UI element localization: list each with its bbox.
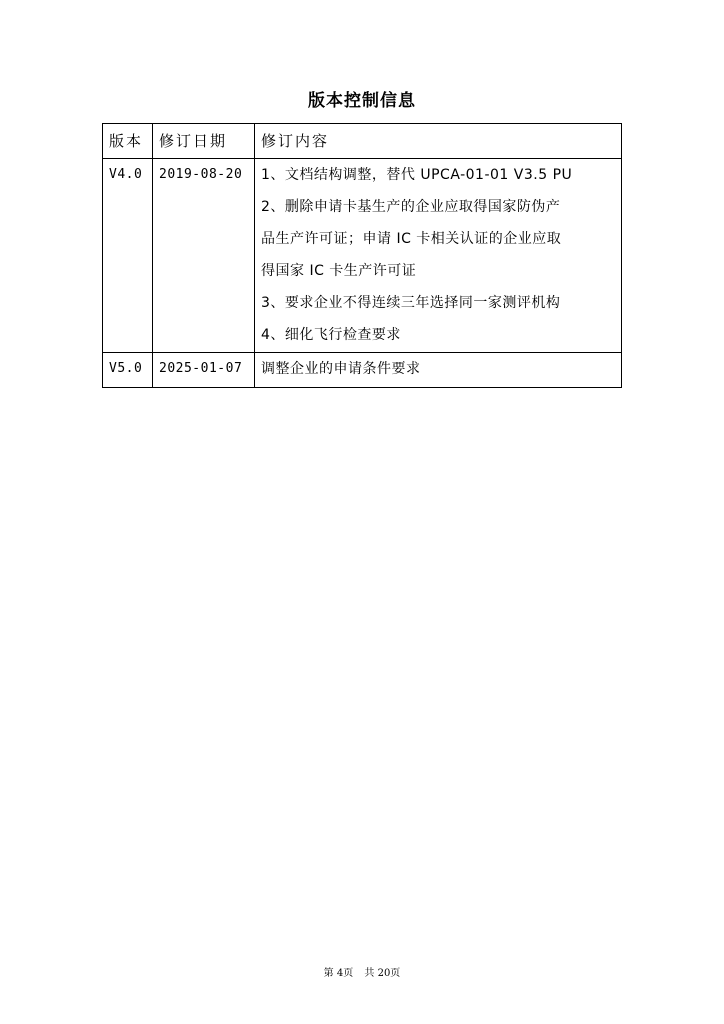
content-cell <box>255 353 622 388</box>
content-cell <box>255 159 622 353</box>
content-line: 调整企业的申请条件要求 <box>261 361 421 377</box>
header-revision-content: 修订内容 <box>255 124 622 159</box>
table-row <box>103 353 622 388</box>
page-number: 第 4页 <box>323 968 354 979</box>
version-control-table <box>102 123 622 388</box>
content-line: 1、文档结构调整，替代 UPCA-01-01 V3.5 PU <box>261 167 573 183</box>
header-revision-date: 修订日期 <box>153 124 255 159</box>
page-footer <box>0 964 724 979</box>
page-total: 共 20页 <box>364 968 401 979</box>
content-line: 3、要求企业不得连续三年选择同一家测评机构 <box>261 295 561 311</box>
page-title: 版本控制信息 <box>308 91 416 111</box>
content-line: 2、删除申请卡基生产的企业应取得国家防伪产 <box>261 199 561 215</box>
header-version: 版本 <box>103 124 153 159</box>
table-row <box>103 159 622 353</box>
table-header-row <box>103 124 622 159</box>
content-line: 品生产许可证；申请 IC 卡相关认证的企业应取 <box>261 231 562 247</box>
content-line: 4、细化飞行检查要求 <box>261 327 401 343</box>
date-cell: 2019-08-20 <box>153 159 255 353</box>
date-cell: 2025-01-07 <box>153 353 255 388</box>
version-cell: V4.0 <box>103 159 153 353</box>
version-cell: V5.0 <box>103 353 153 388</box>
content-line: 得国家 IC 卡生产许可证 <box>261 263 417 279</box>
